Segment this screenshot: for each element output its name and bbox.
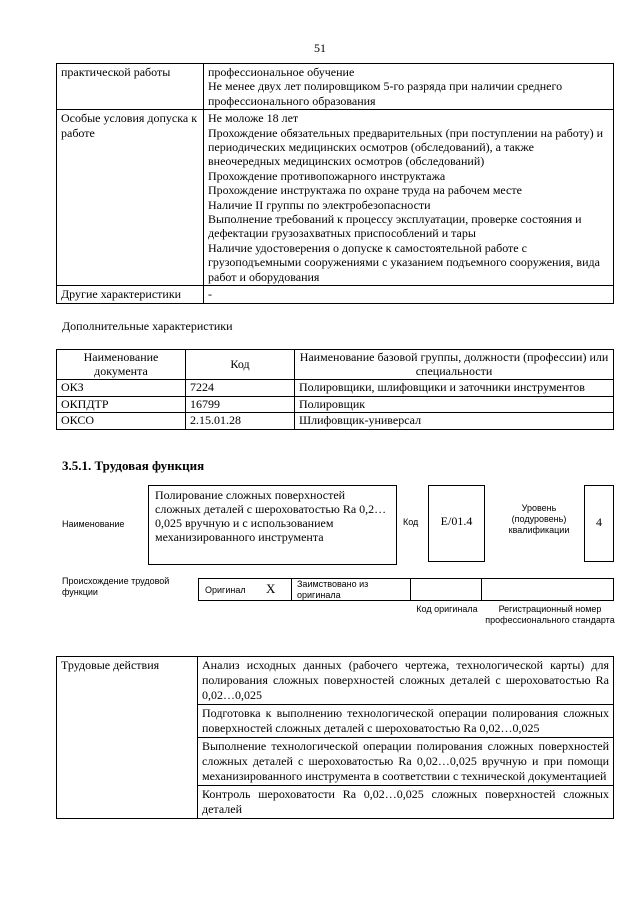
row-label: Другие характеристики — [57, 286, 204, 303]
original-label: Оригинал — [205, 585, 246, 595]
table-cell: 2.15.01.28 — [186, 413, 295, 430]
row-value — [204, 110, 614, 286]
table-cell: Полировщик — [295, 396, 614, 413]
table-cell: Полировщики, шлифовщики и заточники инструментов — [295, 380, 614, 397]
row-value — [204, 64, 614, 110]
divider — [481, 579, 482, 600]
actions-label: Трудовые действия — [57, 657, 198, 819]
row-line: Выполнение требований к процессу эксплуатации, проверке состояния и дефектации грузозахватных приспособлений и тары — [208, 212, 582, 241]
row-line: Не менее двух лет полировщиком 5-го разряда при наличии среднего профессионального образования — [208, 79, 563, 108]
row-value: - — [204, 286, 614, 303]
level-box: 4 — [584, 485, 614, 562]
column-header: Код — [186, 350, 295, 380]
row-label: Особые условия допуска к работе — [57, 110, 204, 286]
section-title: Дополнительные характеристики — [62, 319, 233, 333]
function-heading: 3.5.1. Трудовая функция — [62, 458, 205, 473]
code-label: Код — [403, 517, 419, 527]
action-item: Подготовка к выполнению технологической операции полирования сложных поверхностей сложных деталей с шероховатостью Ra 0,02…0,025 — [198, 705, 614, 738]
table-header-row — [57, 350, 614, 380]
table-row — [57, 396, 614, 413]
borrowed-label: Заимствовано из оригинала — [297, 579, 369, 600]
table-cell: ОКЗ — [57, 380, 186, 397]
action-item: Выполнение технологической операции полирования сложных поверхностей сложных деталей с шероховатостью Ra 0,02…0,025 вручную и при помощи механизированного инструмента в соответствии с технической документацией — [198, 738, 614, 786]
code-box: E/01.4 — [428, 485, 485, 562]
table-row — [57, 413, 614, 430]
divider — [291, 579, 292, 600]
column-header: Наименование базовой группы, должности (профессии) или специальности — [295, 350, 614, 380]
row-line: Прохождение противопожарного инструктажа — [208, 168, 446, 183]
row-line: Наличие II группы по электробезопасности — [208, 197, 431, 212]
origin-label: Происхождение трудовой функции — [62, 576, 170, 597]
table-row — [57, 110, 614, 286]
column-header: Наименование документа — [57, 350, 186, 380]
table-row — [57, 286, 614, 303]
additional-table — [56, 349, 614, 430]
requirements-table — [56, 63, 614, 304]
table-cell: ОКПДТР — [57, 396, 186, 413]
function-name-box: Полирование сложных поверхностей сложных деталей с шероховатостью Ra 0,2…0,025 вручную и с использованием механизированного инструмента — [148, 485, 397, 565]
divider — [410, 579, 411, 600]
action-item: Контроль шероховатости Ra 0,02…0,025 сложных поверхностей сложных деталей — [198, 786, 614, 819]
level-label: Уровень (подуровень) квалификации — [508, 503, 570, 535]
table-row — [57, 657, 614, 705]
action-item: Анализ исходных данных (рабочего чертежа, технологической карты) для полирования сложных поверхностей сложных деталей с шероховатостью Ra 0,02…0,025 — [198, 657, 614, 705]
row-line: Не моложе 18 лет — [208, 111, 299, 126]
table-cell: Шлифовщик-универсал — [295, 413, 614, 430]
table-row — [57, 64, 614, 110]
row-line: Прохождение обязательных предварительных (при поступлении на работу) и периодических медицинских осмотров (обследований), а также внеочередных медицинских осмотров (обследований) — [208, 125, 604, 169]
row-line: Наличие удостоверения о допуске к самостоятельной работе с грузоподъемными сооружениями с указанием подъемного сооружения, вида работ и оборудования — [208, 240, 600, 284]
caption-code: Код оригинала — [416, 604, 478, 614]
row-label: практической работы — [57, 64, 204, 110]
page-number: 51 — [314, 41, 326, 55]
caption-reg-number: Регистрационный номер профессионального стандарта — [485, 604, 615, 625]
original-mark: X — [266, 581, 276, 596]
labor-actions-table — [56, 656, 614, 819]
table-cell: 7224 — [186, 380, 295, 397]
table-cell: ОКСО — [57, 413, 186, 430]
name-label: Наименование — [62, 519, 125, 529]
row-line: профессиональное обучение — [208, 65, 355, 79]
table-row — [57, 380, 614, 397]
row-line: Прохождение инструктажа по охране труда на рабочем месте — [208, 183, 522, 198]
origin-row — [198, 578, 614, 601]
table-cell: 16799 — [186, 396, 295, 413]
